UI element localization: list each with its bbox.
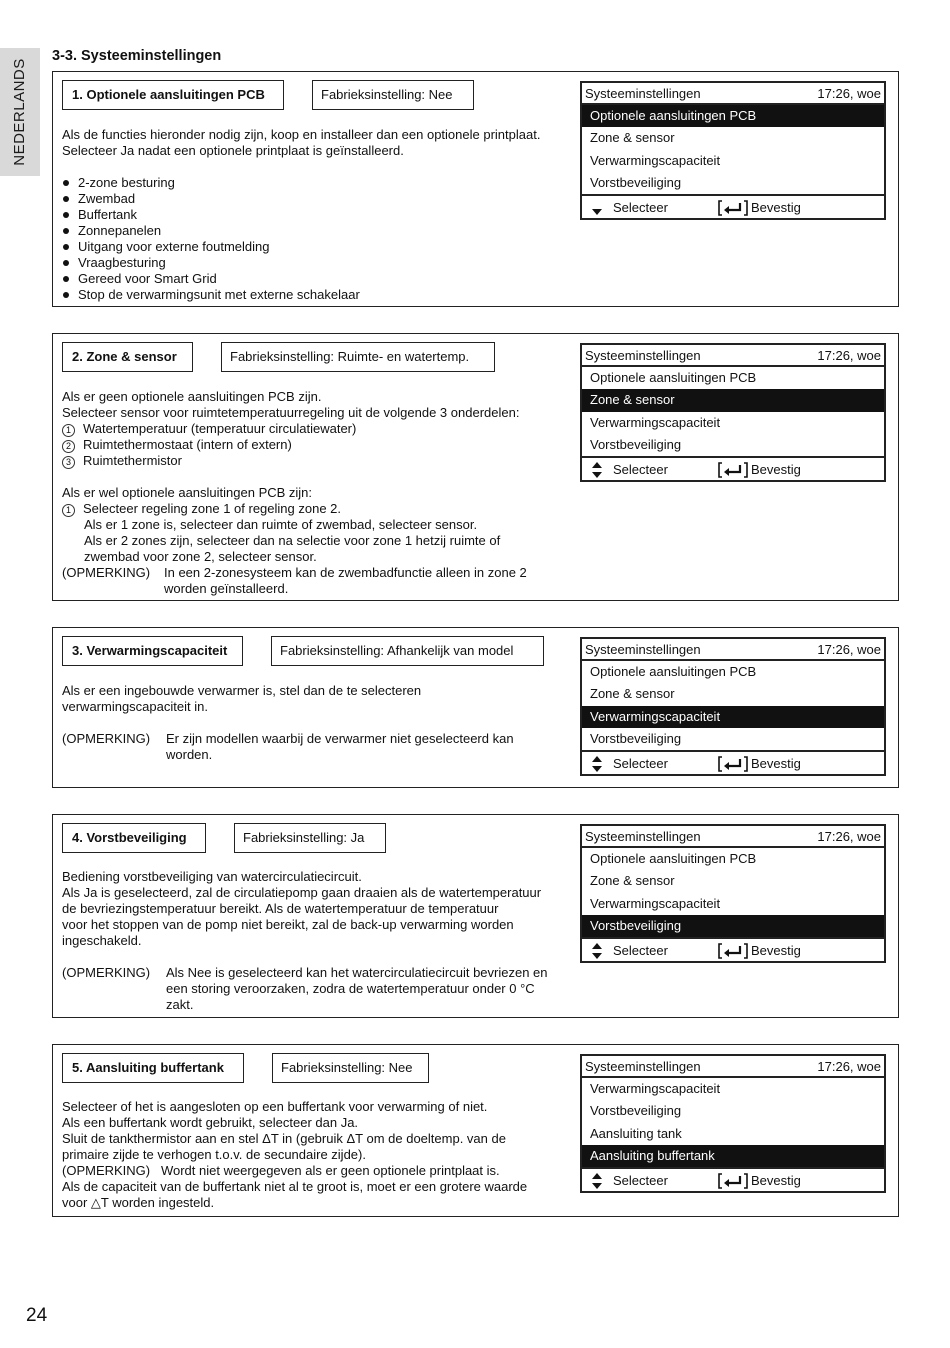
sub-line: Als er 1 zone is, selecteer dan ruimte of zwembad, selecteer sensor. (84, 517, 478, 532)
factory-setting: Fabrieksinstelling: Ruimte- en watertemp. (221, 342, 495, 372)
intro-line: ingeschakeld. (62, 933, 142, 948)
menu-item[interactable]: Zone & sensor (582, 389, 884, 411)
select-label: Selecteer (613, 943, 668, 959)
sub-line: zwembad voor zone 2, selecteer sensor. (84, 549, 317, 564)
lcd-screen (580, 1054, 886, 1193)
note-label: (OPMERKING) (62, 731, 151, 746)
lcd-footer (582, 194, 884, 218)
note-line: een storing veroorzaken, zodra de watertemperatuur onder 0 °C (166, 981, 535, 996)
note-line: In een 2-zonesysteem kan de zwembadfunctie alleen in zone 2 (164, 565, 527, 580)
menu-item[interactable]: Vorstbeveiliging (590, 174, 682, 190)
section-text (62, 1099, 572, 1211)
confirm-label: Bevestig (751, 462, 801, 478)
intro-line: Als er een ingebouwde verwarmer is, stel dan de te selecteren (62, 683, 422, 698)
intro-line: verwarmingscapaciteit in. (62, 699, 208, 714)
list-item: Stop de verwarmingsunit met externe schakelaar (62, 287, 572, 303)
lcd-footer (582, 1167, 884, 1191)
menu-item[interactable]: Vorstbeveiliging (590, 1103, 682, 1119)
menu-item[interactable]: Vorstbeveiliging (590, 436, 682, 452)
intro-line: de bevriezingstemperatuur bereikt. Als de watertemperatuur de temperatuur (62, 901, 499, 916)
numbered-text: Ruimtethermistor (83, 453, 182, 468)
sub-line: Als er 2 zones zijn, selecteer dan na selectie voor zone 1 hetzij ruimte of (84, 533, 501, 548)
up-down-arrow-icon (590, 460, 604, 480)
numbered-item (62, 437, 572, 453)
menu-item[interactable]: Optionele aansluitingen PCB (590, 664, 757, 679)
circled-number: 3 (62, 456, 75, 469)
body-line: (OPMERKING) Wordt niet weergegeven als er geen optionele printplaat is. (62, 1163, 500, 1178)
lcd-time: 17:26, woe (817, 642, 881, 657)
up-down-arrow-icon (590, 941, 604, 961)
lcd-screen (580, 343, 886, 482)
body-line: voor △T worden ingesteld. (62, 1195, 215, 1210)
menu-item[interactable]: Optionele aansluitingen PCB (582, 105, 884, 127)
lcd-screen (580, 824, 886, 963)
note-line: Als Nee is geselecteerd kan het watercirculatiecircuit bevriezen en (166, 965, 548, 980)
numbered-text: Ruimtethermostaat (intern of extern) (83, 437, 292, 452)
pcb-intro: Als er wel optionele aansluitingen PCB zijn: (62, 485, 313, 500)
note-label: (OPMERKING) (62, 965, 151, 980)
note-line: zakt. (166, 997, 194, 1012)
list-item: Zwembad (62, 191, 572, 207)
enter-key-icon (718, 756, 748, 772)
menu-item[interactable]: Optionele aansluitingen PCB (590, 851, 757, 866)
menu-item[interactable]: Verwarmingscapaciteit (590, 895, 721, 911)
section-text (62, 869, 572, 1013)
note (62, 965, 572, 1013)
intro-line: Bediening vorstbeveiliging van watercirculatiecircuit. (62, 869, 362, 884)
menu-item[interactable]: Verwarmingscapaciteit (590, 152, 721, 168)
factory-setting: Fabrieksinstelling: Afhankelijk van model (271, 636, 544, 666)
note (62, 565, 572, 597)
lcd-title: Systeeminstellingen (585, 1059, 701, 1074)
select-label: Selecteer (613, 1173, 668, 1189)
lcd-time: 17:26, woe (817, 1059, 881, 1074)
intro-line: Als de functies hieronder nodig zijn, koop en installeer dan een optionele printplaat. (62, 127, 541, 142)
lcd-time: 17:26, woe (817, 348, 881, 363)
section-title: 5. Aansluiting buffertank (62, 1053, 244, 1083)
body-line: Sluit de tankthermistor aan en stel ΔT in (gebruik ΔT om de doeltemp. van de (62, 1131, 506, 1146)
intro-line: Als er geen optionele aansluitingen PCB zijn. (62, 389, 322, 404)
numbered-text: Selecteer regeling zone 1 of regeling zone 2. (83, 501, 342, 516)
intro-line: Als Ja is geselecteerd, zal de circulatiepomp gaan draaien als de watertemperatuur (62, 885, 542, 900)
circled-number: 1 (62, 424, 75, 437)
page-title: 3-3. Systeeminstellingen (52, 48, 222, 64)
lcd-footer (582, 456, 884, 480)
section-title: 4. Vorstbeveiliging (62, 823, 206, 853)
lcd-header (582, 826, 884, 848)
lcd-title: Systeeminstellingen (585, 348, 701, 363)
list-item: Gereed voor Smart Grid (62, 271, 572, 287)
up-down-arrow-icon (590, 754, 604, 774)
page-number: 24 (26, 1305, 48, 1326)
section-text (62, 389, 572, 597)
language-label: NEDERLANDS (11, 58, 28, 166)
note-line: worden. (166, 747, 213, 762)
factory-setting: Fabrieksinstelling: Nee (272, 1053, 429, 1083)
enter-key-icon (718, 1173, 748, 1189)
body-line: Selecteer of het is aangesloten op een buffertank voor verwarming of niet. (62, 1099, 488, 1114)
list-item: 2-zone besturing (62, 175, 572, 191)
lcd-header (582, 639, 884, 661)
select-label: Selecteer (613, 756, 668, 772)
section-buffer-tank (52, 1044, 899, 1217)
body-line: Als de capaciteit van de buffertank niet al te groot is, moet er een grotere waarde (62, 1179, 528, 1194)
list-item: Zonnepanelen (62, 223, 572, 239)
section-zone-sensor (52, 333, 899, 601)
menu-item[interactable]: Zone & sensor (590, 686, 675, 702)
numbered-item (62, 453, 572, 469)
note (62, 731, 572, 763)
menu-item[interactable]: Aansluiting tank (590, 1125, 682, 1141)
intro-line: Selecteer sensor voor ruimtetemperatuurregeling uit de volgende 3 onderdelen: (62, 405, 520, 420)
menu-item[interactable]: Verwarmingscapaciteit (582, 706, 884, 728)
section-optional-pcb (52, 71, 899, 307)
section-title: 2. Zone & sensor (62, 342, 193, 372)
numbered-text: Watertemperatuur (temperatuur circulatiewater) (83, 421, 357, 436)
section-heating-capacity (52, 627, 899, 788)
numbered-item (62, 501, 572, 517)
lcd-title: Systeeminstellingen (585, 829, 701, 844)
menu-item[interactable]: Verwarmingscapaciteit (590, 1081, 721, 1096)
lcd-screen (580, 81, 886, 220)
down-arrow-icon (590, 198, 604, 218)
lcd-title: Systeeminstellingen (585, 642, 701, 657)
intro-line: voor het stoppen van de pomp niet bereikt, zal de back-up verwarming worden (62, 917, 514, 932)
enter-key-icon (718, 943, 748, 959)
menu-item[interactable]: Verwarmingscapaciteit (590, 414, 721, 430)
list-item: Buffertank (62, 207, 572, 223)
section-frost-protection (52, 814, 899, 1018)
lcd-header (582, 83, 884, 105)
factory-setting: Fabrieksinstelling: Ja (234, 823, 386, 853)
confirm-label: Bevestig (751, 200, 801, 216)
list-item: Vraagbesturing (62, 255, 572, 271)
menu-item[interactable]: Aansluiting buffertank (582, 1145, 884, 1167)
menu-item[interactable]: Vorstbeveiliging (590, 730, 682, 746)
select-label: Selecteer (613, 462, 668, 478)
lcd-header (582, 345, 884, 367)
section-title: 1. Optionele aansluitingen PCB (62, 80, 284, 110)
language-side-tab (0, 48, 40, 176)
select-label: Selecteer (613, 200, 668, 216)
enter-key-icon (718, 200, 748, 216)
circled-number: 1 (62, 504, 75, 517)
lcd-time: 17:26, woe (817, 86, 881, 101)
menu-item[interactable]: Zone & sensor (590, 873, 675, 889)
menu-item[interactable]: Zone & sensor (590, 130, 675, 146)
confirm-label: Bevestig (751, 943, 801, 959)
confirm-label: Bevestig (751, 756, 801, 772)
factory-setting: Fabrieksinstelling: Nee (312, 80, 474, 110)
lcd-footer (582, 937, 884, 961)
intro-line: Selecteer Ja nadat een optionele printplaat is geïnstalleerd. (62, 143, 404, 158)
numbered-item (62, 421, 572, 437)
circled-number: 2 (62, 440, 75, 453)
lcd-screen (580, 637, 886, 776)
note-label: (OPMERKING) (62, 565, 151, 580)
lcd-time: 17:26, woe (817, 829, 881, 844)
feature-list (62, 175, 572, 303)
lcd-header (582, 1056, 884, 1078)
enter-key-icon (718, 462, 748, 478)
note-line: worden geïnstalleerd. (164, 581, 289, 596)
lcd-footer (582, 750, 884, 774)
menu-item[interactable]: Vorstbeveiliging (582, 915, 884, 937)
section-text (62, 127, 572, 303)
menu-item[interactable]: Optionele aansluitingen PCB (590, 370, 757, 385)
body-line: primaire zijde te verhogen t.o.v. de secundaire zijde). (62, 1147, 366, 1162)
section-text (62, 683, 572, 763)
note-line: Er zijn modellen waarbij de verwarmer niet geselecteerd kan (166, 731, 514, 746)
lcd-title: Systeeminstellingen (585, 86, 701, 101)
list-item: Uitgang voor externe foutmelding (62, 239, 572, 255)
up-down-arrow-icon (590, 1171, 604, 1191)
section-title: 3. Verwarmingscapaciteit (62, 636, 243, 666)
body-line: Als een buffertank wordt gebruikt, selecteer dan Ja. (62, 1115, 359, 1130)
confirm-label: Bevestig (751, 1173, 801, 1189)
